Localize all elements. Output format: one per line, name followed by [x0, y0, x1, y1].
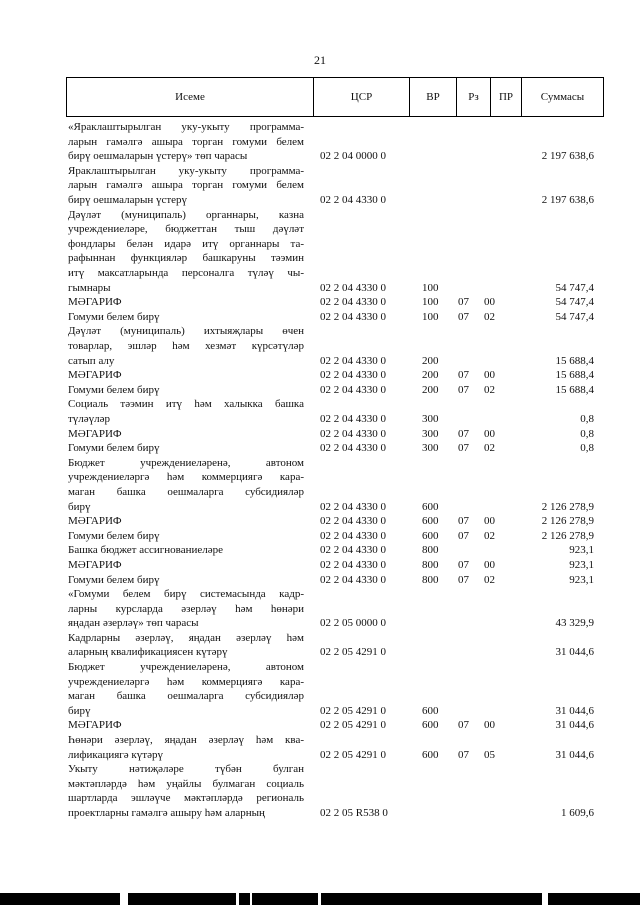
row-name [68, 324, 304, 368]
row-vr: 800 [422, 558, 439, 571]
table-row [0, 573, 640, 588]
row-csr: 02 2 04 4330 0 [320, 515, 386, 528]
row-sum: 15 688,4 [555, 383, 594, 396]
row-csr: 02 2 04 4330 0 [320, 281, 386, 294]
row-name [68, 587, 304, 631]
row-vr: 600 [422, 500, 439, 513]
row-name-line: Укыту нәтиҗәләре түбән булган [68, 763, 304, 776]
row-name-line: Бюджет учреждениеләренә, автоном [68, 456, 304, 469]
row-vr: 100 [422, 281, 439, 294]
table-row [0, 310, 640, 325]
row-name-line: Яраклаштырылган уку-укыту программа- [68, 164, 304, 177]
row-pr: 02 [484, 310, 495, 323]
row-name [68, 456, 304, 514]
table-row [0, 324, 640, 368]
row-sum: 0,8 [580, 427, 594, 440]
row-rz: 07 [458, 573, 469, 586]
row-vr: 300 [422, 427, 439, 440]
row-name-line: Гомуми белем бирү [68, 529, 160, 542]
row-name-line: яңадан әзерләү» төп чарасы [68, 617, 199, 630]
table-row [0, 762, 640, 820]
row-name-line: бирү [68, 500, 91, 513]
table-row [0, 456, 640, 514]
table-row [0, 514, 640, 529]
row-sum: 923,1 [569, 558, 594, 571]
row-name-line: сатып алу [68, 354, 115, 367]
row-vr: 600 [422, 719, 439, 732]
row-sum: 54 747,4 [555, 281, 594, 294]
row-name-line: ларны курсларда әзерләү һәм һөнәри [68, 602, 304, 615]
row-name [68, 573, 304, 588]
row-sum: 54 747,4 [555, 296, 594, 309]
row-csr: 02 2 04 0000 0 [320, 150, 386, 163]
table-row [0, 120, 640, 164]
header-sum: Суммасы [521, 78, 603, 116]
row-name [68, 762, 304, 820]
table-row [0, 164, 640, 208]
row-name [68, 660, 304, 718]
header-rz: Рз [456, 78, 490, 116]
row-sum: 31 044,6 [555, 646, 594, 659]
row-vr: 100 [422, 310, 439, 323]
row-name-line: бирү оешмаларын үстерү» төп чарасы [68, 150, 248, 163]
row-name-line: итү максатларында персоналга түләү чы- [68, 266, 304, 279]
row-name [68, 529, 304, 544]
row-csr: 02 2 05 0000 0 [320, 617, 386, 630]
row-vr: 200 [422, 354, 439, 367]
row-csr: 02 2 04 4330 0 [320, 412, 386, 425]
row-rz: 07 [458, 427, 469, 440]
row-name [68, 427, 304, 442]
row-csr: 02 2 04 4330 0 [320, 529, 386, 542]
row-vr: 600 [422, 529, 439, 542]
row-csr: 02 2 05 4291 0 [320, 704, 386, 717]
table-row [0, 558, 640, 573]
row-name-line: рафыннан функцияләр башкаруны тәэмин [68, 252, 304, 265]
row-name-line: гымнары [68, 281, 111, 294]
row-sum: 43 329,9 [555, 617, 594, 630]
row-name [68, 397, 304, 426]
row-csr: 02 2 04 4330 0 [320, 194, 386, 206]
row-sum: 2 126 278,9 [541, 529, 594, 542]
table-row [0, 529, 640, 544]
row-name-line: Һөнәри әзерләү, яңадан әзерләү һәм ква- [68, 734, 304, 747]
row-name-line: Кадрларны әзерләү, яңадан әзерләү һәм [68, 631, 304, 644]
row-rz: 07 [458, 719, 469, 732]
row-name-line: Бюджет учреждениеләренә, автоном [68, 661, 304, 674]
row-rz: 07 [458, 383, 469, 396]
table-row [0, 718, 640, 733]
row-sum: 2 197 638,6 [541, 194, 594, 206]
row-name-line: Дәүләт (муниципаль) органнары, казна [68, 208, 304, 221]
row-name-line: Гомуми белем бирү [68, 442, 160, 455]
row-vr: 600 [422, 748, 439, 761]
row-sum: 2 197 638,6 [541, 150, 594, 163]
row-vr: 300 [422, 442, 439, 455]
table-row [0, 368, 640, 383]
row-sum: 31 044,6 [555, 748, 594, 761]
row-name-line: МӘГАРИФ [68, 719, 122, 732]
row-name [68, 543, 304, 558]
row-vr: 800 [422, 573, 439, 586]
row-vr: 800 [422, 544, 439, 557]
row-name-line: МӘГАРИФ [68, 296, 122, 309]
scan-bottom-edge [0, 893, 640, 905]
row-csr: 02 2 05 4291 0 [320, 646, 386, 659]
table-row [0, 295, 640, 310]
row-pr: 02 [484, 442, 495, 455]
row-pr: 00 [484, 558, 495, 571]
row-name-line: шартларда эшләүче мәктәпләрдә региональ [68, 792, 304, 805]
row-vr: 600 [422, 515, 439, 528]
row-sum: 54 747,4 [555, 310, 594, 323]
row-pr: 02 [484, 529, 495, 542]
row-sum: 15 688,4 [555, 369, 594, 382]
row-vr: 600 [422, 704, 439, 717]
row-name-line: МӘГАРИФ [68, 369, 122, 382]
row-name-line: «Гомуми белем бирү системасында кадр- [68, 588, 304, 601]
row-rz: 07 [458, 748, 469, 761]
row-name [68, 733, 304, 762]
header-csr: ЦСР [313, 78, 409, 116]
header-pr: ПР [490, 78, 521, 116]
row-csr: 02 2 04 4330 0 [320, 369, 386, 382]
row-name [68, 208, 304, 296]
row-name [68, 718, 304, 733]
row-rz: 07 [458, 558, 469, 571]
row-csr: 02 2 04 4330 0 [320, 427, 386, 440]
row-rz: 07 [458, 369, 469, 382]
row-name-line: мәктәпләрдә һәм уңайлы булмаган социаль [68, 777, 304, 790]
header-name: Исеме [175, 91, 205, 103]
table-row [0, 631, 640, 660]
row-name-line: Гомуми белем бирү [68, 310, 160, 323]
row-rz: 07 [458, 296, 469, 309]
row-name-line: түләүләр [68, 412, 111, 425]
row-vr: 200 [422, 369, 439, 382]
table-row [0, 441, 640, 456]
row-vr: 200 [422, 383, 439, 396]
table-row [0, 660, 640, 718]
row-name [68, 631, 304, 660]
row-sum: 15 688,4 [555, 354, 594, 367]
row-rz: 07 [458, 442, 469, 455]
row-name-line: проектларны гамәлгә ашыру һәм аларның [68, 807, 265, 820]
row-name-line: учреждениеләргә һәм коммерциягә кара- [68, 471, 304, 484]
row-name-line: МӘГАРИФ [68, 558, 122, 571]
row-name-line: аларның квалификациясен күтәрү [68, 646, 228, 659]
row-name-line: учреждениеләре, бюджеттан тыш дәүләт [68, 223, 304, 236]
row-name [68, 295, 304, 310]
row-pr: 05 [484, 748, 495, 761]
row-rz: 07 [458, 529, 469, 542]
row-pr: 00 [484, 369, 495, 382]
table-row [0, 543, 640, 558]
row-name-line: Дәүләт (муниципаль) ихтыяҗлары өчен [68, 325, 304, 338]
row-csr: 02 2 04 4330 0 [320, 544, 386, 557]
table-body [0, 120, 640, 821]
row-name-line: Башка бюджет ассигнованиеләре [68, 544, 223, 557]
row-name-line: ларын гамәлгә ашыра торган гомуми белем [68, 179, 304, 192]
row-name-line: ларын гамәлгә ашыра торган гомуми белем [68, 135, 304, 148]
row-pr: 00 [484, 296, 495, 309]
row-pr: 00 [484, 719, 495, 732]
row-pr: 00 [484, 427, 495, 440]
table-row [0, 208, 640, 296]
row-csr: 02 2 05 4291 0 [320, 748, 386, 761]
row-vr: 100 [422, 296, 439, 309]
row-name-line: Гомуми белем бирү [68, 383, 160, 396]
row-sum: 0,8 [580, 442, 594, 455]
table-row [0, 427, 640, 442]
row-name [68, 558, 304, 573]
row-name-line: лификациягә күтәрү [68, 748, 163, 761]
row-name-line: Гомуми белем бирү [68, 573, 160, 586]
row-sum: 2 126 278,9 [541, 500, 594, 513]
table-row [0, 733, 640, 762]
row-csr: 02 2 04 4330 0 [320, 383, 386, 396]
table-row [0, 397, 640, 426]
row-pr: 02 [484, 383, 495, 396]
row-sum: 2 126 278,9 [541, 515, 594, 528]
row-name-line: маган башка оешмаларга субсидияләр [68, 690, 304, 703]
row-name-line: фондлары белән идарә итү органнары та- [68, 237, 304, 250]
row-name [68, 383, 304, 398]
row-name-line: маган башка оешмаларга субсидияләр [68, 485, 304, 498]
row-name-line: МӘГАРИФ [68, 427, 122, 440]
row-name [68, 368, 304, 383]
row-rz: 07 [458, 310, 469, 323]
row-name-line: товарлар, эшләр һәм хезмәт күрсәтүләр [68, 339, 304, 352]
row-vr: 300 [422, 412, 439, 425]
row-sum: 0,8 [580, 412, 594, 425]
row-sum: 31 044,6 [555, 719, 594, 732]
table-row [0, 383, 640, 398]
row-name-line: МӘГАРИФ [68, 515, 122, 528]
row-csr: 02 2 05 4291 0 [320, 719, 386, 732]
row-name-line: бирү [68, 704, 91, 717]
row-csr: 02 2 05 R538 0 [320, 807, 388, 820]
row-csr: 02 2 04 4330 0 [320, 296, 386, 309]
header-vr: ВР [409, 78, 456, 116]
row-name [68, 310, 304, 325]
row-csr: 02 2 04 4330 0 [320, 310, 386, 323]
table-header [66, 77, 604, 117]
row-csr: 02 2 04 4330 0 [320, 354, 386, 367]
row-name [68, 514, 304, 529]
row-sum: 1 609,6 [561, 807, 594, 820]
row-sum: 923,1 [569, 573, 594, 586]
row-name [68, 164, 304, 208]
row-csr: 02 2 04 4330 0 [320, 573, 386, 586]
row-rz: 07 [458, 515, 469, 528]
row-sum: 31 044,6 [555, 704, 594, 717]
row-csr: 02 2 04 4330 0 [320, 500, 386, 513]
row-name-line: бирү оешмаларын үстерү [68, 193, 188, 206]
row-pr: 02 [484, 573, 495, 586]
row-csr: 02 2 04 4330 0 [320, 558, 386, 571]
row-csr: 02 2 04 4330 0 [320, 442, 386, 455]
page-number: 21 [314, 53, 326, 67]
row-name [68, 120, 304, 164]
row-pr: 00 [484, 515, 495, 528]
row-name-line: Социаль тәэмин итү һәм халыкка башка [68, 398, 304, 411]
row-name [68, 441, 304, 456]
row-name-line: учреждениеләргә һәм коммерциягә кара- [68, 675, 304, 688]
table-row [0, 587, 640, 631]
row-name-line: «Яраклаштырылган уку-укыту программа- [68, 121, 304, 133]
row-sum: 923,1 [569, 544, 594, 557]
